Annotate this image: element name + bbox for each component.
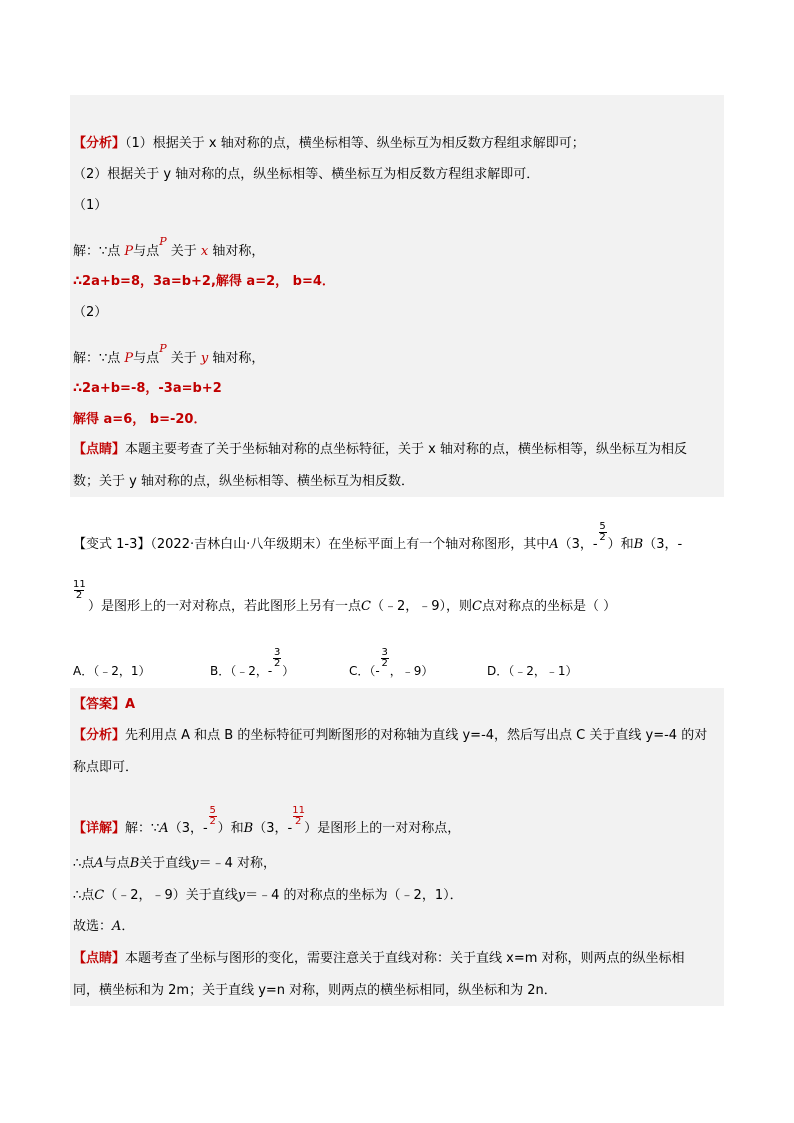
detail-line-1 bbox=[73, 805, 461, 838]
part2-sol-prefix: 解：∵点 bbox=[73, 351, 121, 366]
detail-4a: 故选： bbox=[73, 919, 113, 934]
part2-equation bbox=[73, 380, 222, 398]
question-frac-11-2 bbox=[73, 579, 86, 601]
detail-2b: 与点 bbox=[103, 856, 130, 871]
part2-axis-suffix: 轴对称， bbox=[212, 351, 265, 366]
point-b: B bbox=[243, 821, 254, 836]
frac-den: 2 bbox=[75, 590, 83, 601]
frac-num: 3 bbox=[381, 647, 388, 658]
point-a: A bbox=[112, 919, 122, 934]
question-stem-2: ）是图形上的一对对称点，若此图形上另有一点 bbox=[88, 599, 362, 614]
answer-line bbox=[73, 696, 135, 714]
detail-3b: （﹣2，﹣9）关于直线 bbox=[104, 888, 238, 903]
point-b: B bbox=[129, 856, 140, 871]
variable-y: y bbox=[191, 856, 199, 871]
option-b-close: ） bbox=[282, 664, 295, 678]
part2-label-text: （2） bbox=[73, 305, 108, 320]
frac-den: 2 bbox=[274, 658, 281, 669]
option-b-label: B． bbox=[210, 664, 231, 678]
frac-num: 5 bbox=[209, 805, 216, 816]
detail-a-open: （3，- bbox=[168, 821, 208, 836]
analysis-line-2 bbox=[73, 166, 539, 184]
variable-y: y bbox=[237, 888, 246, 903]
option-c[interactable] bbox=[349, 647, 434, 680]
comment-text-1: 本题主要考查了关于坐标轴对称的点坐标特征，关于 x 轴对称的点，横坐标相等，纵坐标互为相反 bbox=[125, 442, 687, 457]
axis-variable-y: y bbox=[200, 351, 209, 366]
option-c-open: （- bbox=[369, 664, 380, 678]
point-a: A bbox=[159, 821, 169, 836]
part2-solution-line bbox=[73, 342, 265, 368]
c-coord: （﹣2，﹣9），则 bbox=[370, 599, 473, 614]
analysis-tag: 【分析】 bbox=[73, 136, 126, 151]
detail-2d: ＝﹣4 对称， bbox=[198, 856, 277, 871]
frac-den: 2 bbox=[295, 816, 302, 827]
b-coord-open: （3，- bbox=[643, 537, 683, 552]
analysis-line-1 bbox=[73, 135, 585, 153]
analysis2-text-1: 先利用点 A 和点 B 的坐标特征可判断图形的对称轴为直线 y=-4，然后写出点 C 关于直线 y=-4 的对 bbox=[125, 728, 708, 743]
frac-num: 5 bbox=[599, 521, 606, 532]
detail-3c: ＝﹣4 的对称点的坐标为（﹣2，1）． bbox=[245, 888, 463, 903]
point-p: P bbox=[124, 351, 134, 366]
question-stem-1a: 在坐标平面上有一个轴对称图形，其中 bbox=[328, 537, 550, 552]
point-c: C bbox=[94, 888, 105, 903]
answer-tag: 【答案】 bbox=[73, 697, 126, 712]
part1-solution-line bbox=[73, 235, 265, 261]
detail-line-3 bbox=[73, 887, 463, 905]
detail-b-open: （3，- bbox=[253, 821, 293, 836]
fraction-5-2 bbox=[598, 521, 608, 543]
analysis2-line-2 bbox=[73, 759, 138, 777]
part1-with: 与点 bbox=[133, 244, 160, 259]
frac-num: 11 bbox=[292, 805, 305, 816]
fraction-5-2 bbox=[208, 805, 218, 827]
question-tag: 【变式 1-3】 bbox=[73, 537, 151, 552]
part1-axis-suffix: 轴对称， bbox=[212, 244, 265, 259]
detail-line-4 bbox=[73, 918, 134, 936]
question-stem-line-2 bbox=[88, 598, 616, 616]
detail-1a: 解：∵ bbox=[125, 821, 160, 836]
comment-tag: 【点睛】 bbox=[73, 442, 126, 457]
part1-eq-text: ∴2a+b=8，3a=b+2,解得 a=2， b=4． bbox=[73, 274, 335, 289]
comment2-text-1: 本题考查了坐标与图形的变化，需要注意关于直线对称：关于直线 x=m 对称，则两点的纵坐标相 bbox=[125, 951, 685, 966]
axis-variable-x: x bbox=[200, 244, 209, 259]
part1-label bbox=[73, 197, 107, 215]
option-a-text: （﹣2，1） bbox=[93, 664, 151, 678]
part2-eq-text: ∴2a+b=-8，-3a=b+2 bbox=[73, 381, 222, 396]
part1-sol-prefix: 解：∵点 bbox=[73, 244, 121, 259]
analysis2-tag: 【分析】 bbox=[73, 728, 126, 743]
frac-den: 2 bbox=[209, 816, 216, 827]
comment2-tag: 【点睛】 bbox=[73, 951, 126, 966]
detail-2a: ∴点 bbox=[73, 856, 95, 871]
detail-4b: ． bbox=[121, 919, 135, 934]
comment2-line-2 bbox=[73, 982, 557, 1000]
point-c: C bbox=[361, 599, 371, 614]
analysis-text-1: （1）根据关于 x 轴对称的点，横坐标相等、纵坐标互为相反数方程组求解即可； bbox=[125, 136, 585, 151]
point-p: P bbox=[124, 244, 134, 259]
point-b: B bbox=[633, 537, 644, 552]
frac-den: 2 bbox=[599, 532, 606, 543]
point-a: A bbox=[94, 856, 104, 871]
detail-3a: ∴点 bbox=[73, 888, 95, 903]
frac-num: 11 bbox=[73, 579, 86, 590]
option-a[interactable] bbox=[73, 662, 151, 680]
fraction-3-2 bbox=[272, 647, 282, 669]
part2-about: 关于 bbox=[170, 351, 197, 366]
analysis-text-2: （2）根据关于 y 轴对称的点，纵坐标相等、横坐标互为相反数方程组求解即可． bbox=[73, 167, 540, 182]
question-source: （2022·吉林白山·八年级期末） bbox=[150, 537, 329, 552]
a-coord-open: （3，- bbox=[558, 537, 598, 552]
question-stem-2-end: 点对称点的坐标是（ ） bbox=[481, 599, 617, 614]
part1-label-text: （1） bbox=[73, 198, 108, 213]
comment2-text-2: 同，横坐标和为 2m；关于直线 y=n 对称，则两点的横坐标相同，纵坐标和为 2n． bbox=[73, 983, 557, 998]
point-p-prime: P bbox=[159, 235, 167, 248]
detail-b-close: ）是图形上的一对对称点， bbox=[304, 821, 461, 836]
part1-equation bbox=[73, 273, 335, 291]
point-c-ref: C bbox=[472, 599, 482, 614]
option-c-label: C． bbox=[349, 664, 370, 678]
question-stem-line-1 bbox=[73, 521, 683, 554]
point-a: A bbox=[549, 537, 559, 552]
comment-line-1 bbox=[73, 441, 687, 459]
analysis2-text-2: 称点即可． bbox=[73, 760, 139, 775]
option-d[interactable] bbox=[487, 662, 578, 680]
detail-2c: 关于直线 bbox=[139, 856, 192, 871]
detail-line-2 bbox=[73, 855, 276, 873]
option-c-close: ，﹣9） bbox=[389, 664, 434, 678]
answer-value: A bbox=[125, 697, 136, 712]
comment-text-2: 数；关于 y 轴对称的点，纵坐标相等、横坐标互为相反数． bbox=[73, 474, 414, 489]
comment2-line-1 bbox=[73, 950, 685, 968]
option-d-text: （﹣2，﹣1） bbox=[508, 664, 578, 678]
option-b-open: （﹣2，- bbox=[230, 664, 273, 678]
fraction-11-2 bbox=[73, 579, 86, 601]
solution-block-1 bbox=[70, 95, 724, 497]
part2-result bbox=[73, 411, 206, 429]
fraction-11-2 bbox=[292, 805, 305, 827]
frac-den: 2 bbox=[381, 658, 388, 669]
part2-label bbox=[73, 304, 107, 322]
part2-result-text: 解得 a=6， b=-20． bbox=[73, 412, 207, 427]
fraction-3-2 bbox=[380, 647, 390, 669]
comment-line-2 bbox=[73, 473, 414, 491]
option-a-label: A． bbox=[73, 664, 94, 678]
option-d-label: D． bbox=[487, 664, 509, 678]
part2-with: 与点 bbox=[133, 351, 160, 366]
part1-about: 关于 bbox=[170, 244, 197, 259]
frac-num: 3 bbox=[274, 647, 281, 658]
point-p-prime: P bbox=[159, 342, 167, 355]
option-b[interactable] bbox=[210, 647, 295, 680]
analysis2-line-1 bbox=[73, 727, 707, 745]
detail-a-close: ）和 bbox=[217, 821, 244, 836]
a-coord-close: ）和 bbox=[607, 537, 634, 552]
detail-tag: 【详解】 bbox=[73, 821, 126, 836]
